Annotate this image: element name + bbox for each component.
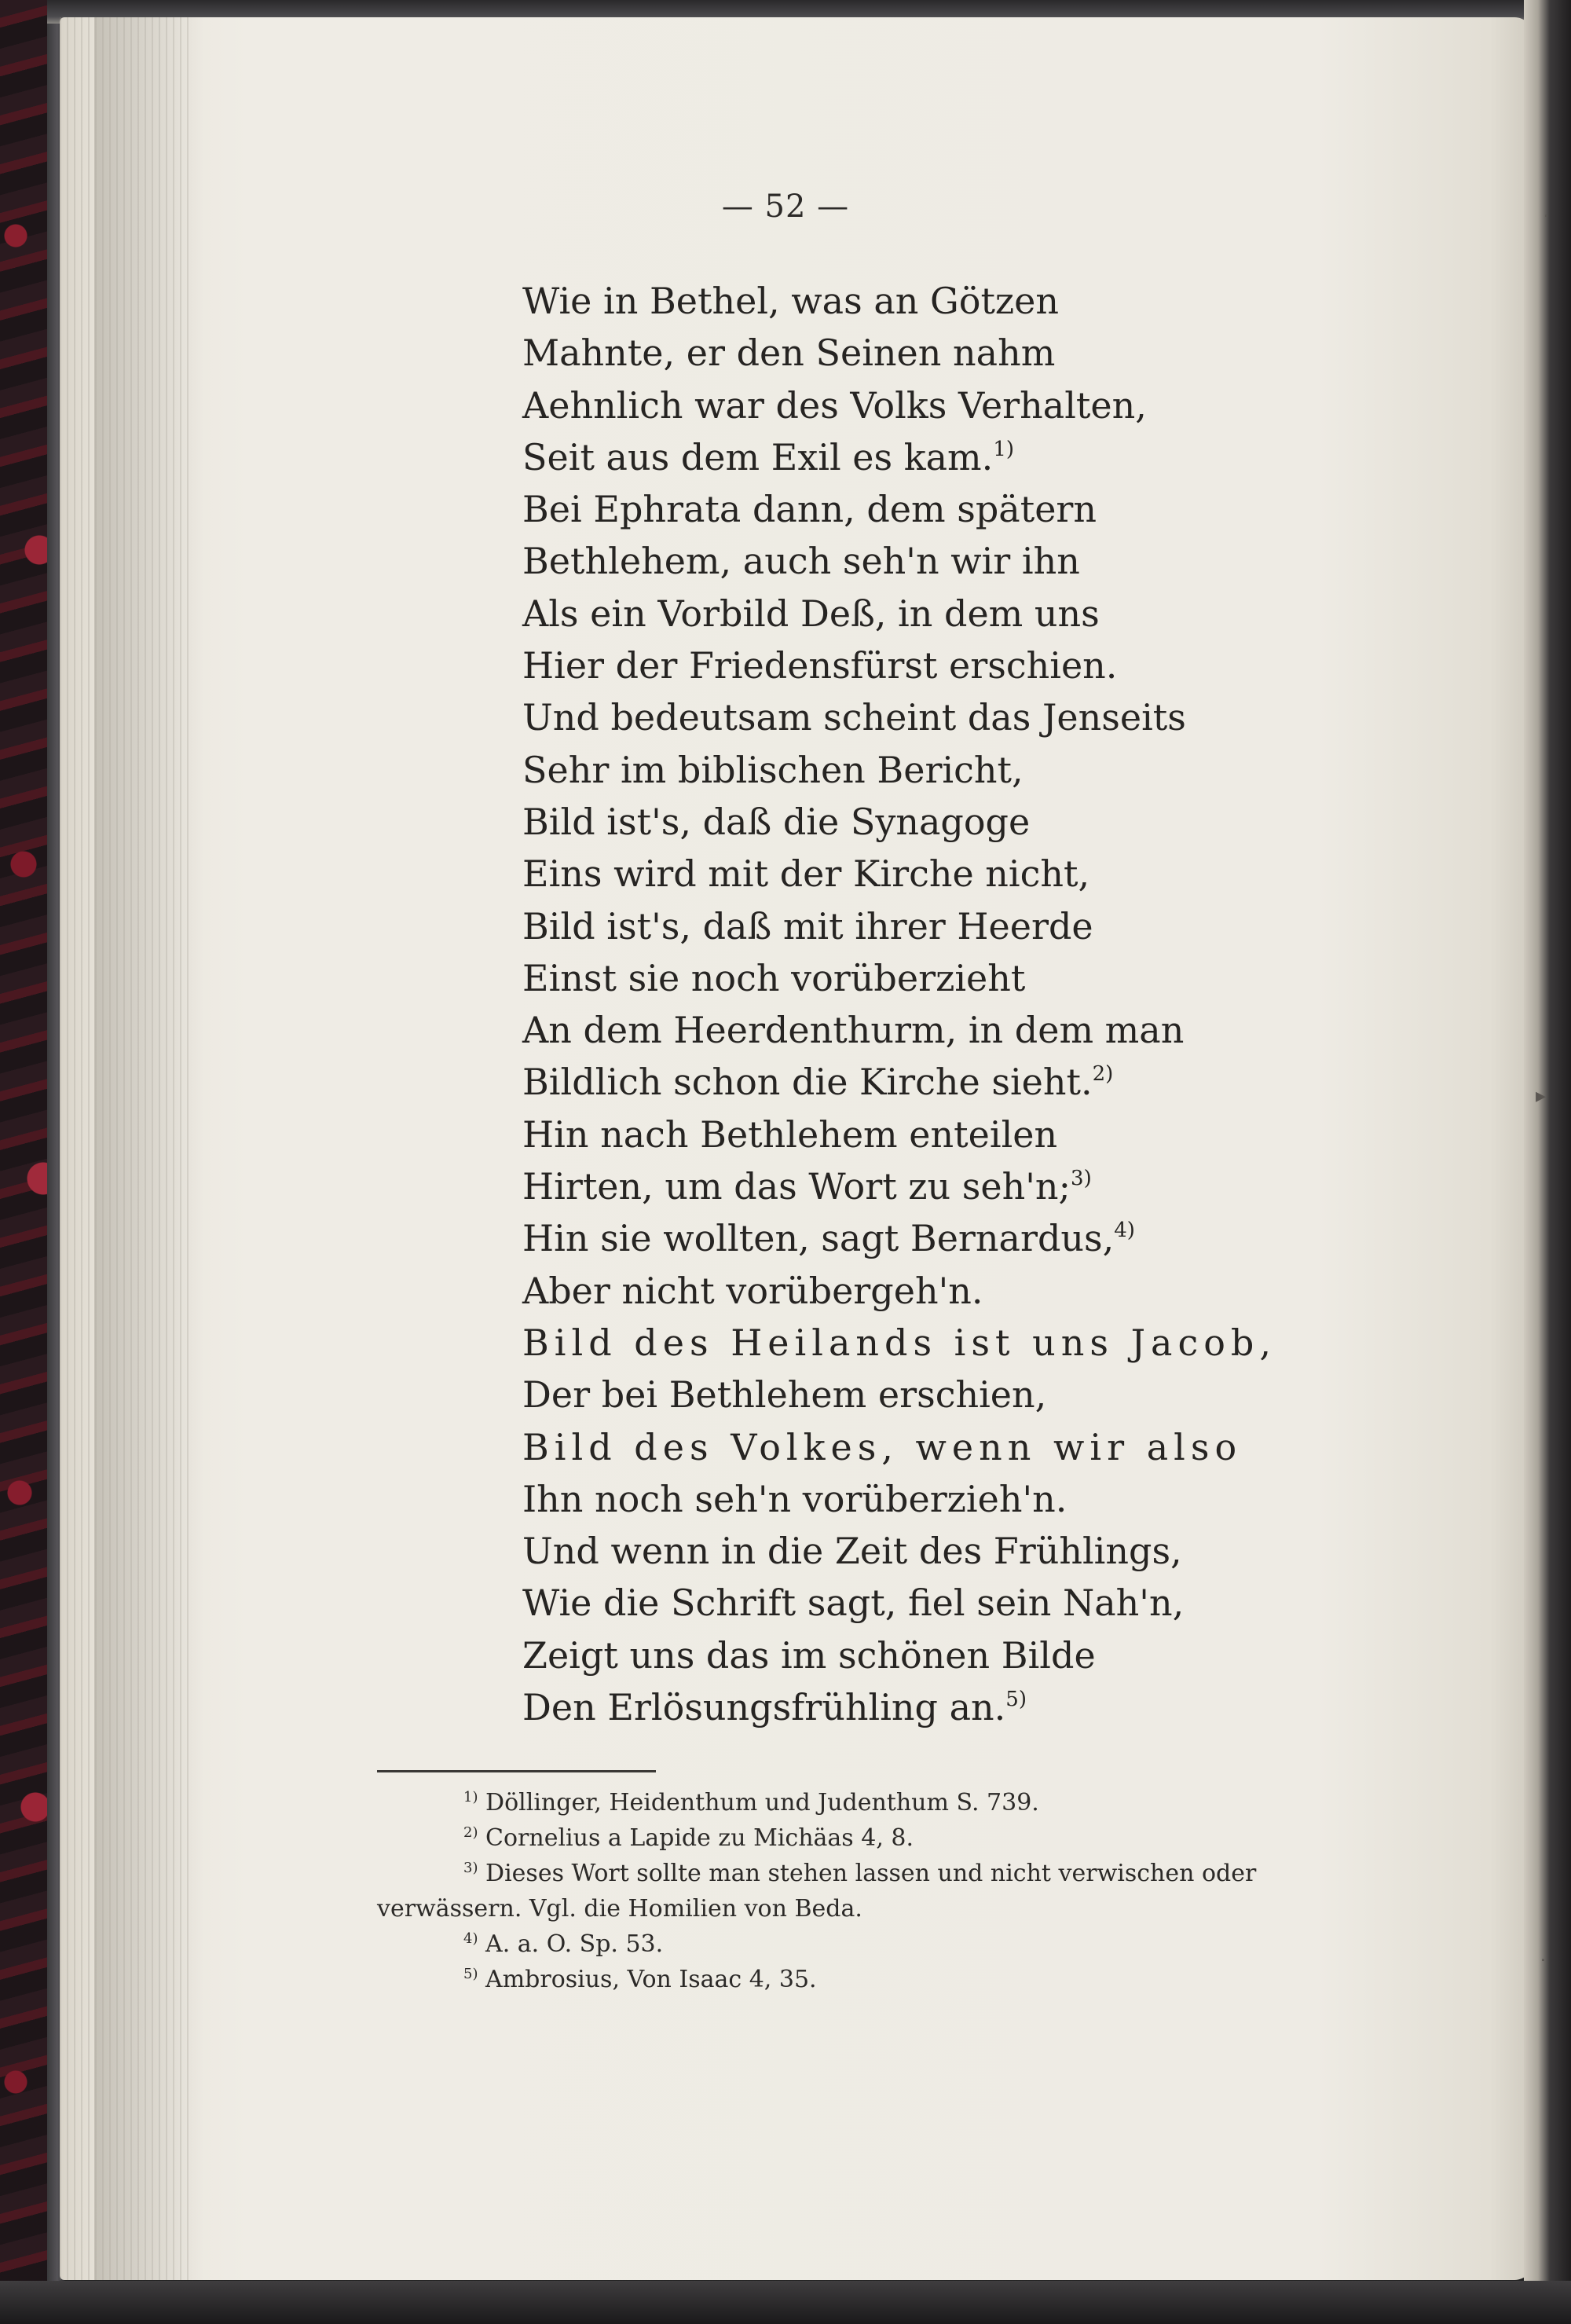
footnote-mark: 5) xyxy=(463,1966,478,1982)
verse-line: Hin nach Bethlehem enteilen xyxy=(522,1113,1058,1156)
verse-line xyxy=(522,431,1308,483)
verse-line: Wie in Bethel, was an Götzen xyxy=(522,280,1060,322)
verse-line: Bei Ephrata dann, dem spätern xyxy=(522,488,1097,531)
verse-line xyxy=(522,1212,1308,1264)
poem-text xyxy=(522,275,1308,1733)
footnote-rule xyxy=(377,1770,656,1772)
verse-line-text: Hin sie wollten, sagt Bernardus, xyxy=(522,1217,1115,1260)
verse-line xyxy=(522,1160,1308,1212)
footnote-text: Cornelius a Lapide zu Michäas 4, 8. xyxy=(485,1824,914,1852)
footnote-4 xyxy=(377,1926,1414,1962)
verse-line: Ihn noch seh'n vorüberzieh'n. xyxy=(522,1477,1067,1520)
footnote-reference: 2) xyxy=(1092,1062,1114,1087)
verse-line: Sehr im biblischen Bericht, xyxy=(522,748,1024,791)
verse-line: Wie die Schrift sagt, fiel sein Nah'n, xyxy=(522,1582,1185,1625)
footnote-2 xyxy=(377,1820,1414,1856)
footnote-mark: 4) xyxy=(463,1930,478,1947)
verse-line: Bild des Volkes, wenn wir also xyxy=(522,1425,1243,1468)
verse-line: Bethlehem, auch seh'n wir ihn xyxy=(522,540,1080,583)
verse-line-text: Hirten, um das Wort zu seh'n; xyxy=(522,1165,1071,1208)
verse-line: Als ein Vorbild Deß, in dem uns xyxy=(522,592,1100,635)
verse-line: Der bei Bethlehem erschien, xyxy=(522,1373,1047,1417)
verse-line: Einst sie noch vorüberzieht xyxy=(522,956,1026,999)
verse-line: Zeigt uns das im schönen Bilde xyxy=(522,1633,1096,1677)
verse-line xyxy=(522,1056,1308,1108)
footnote-text: Ambrosius, Von Isaac 4, 35. xyxy=(485,1966,817,1993)
footnote-text: Dieses Wort sollte man stehen lassen und nicht verwischen oder xyxy=(485,1860,1257,1887)
footnote-5 xyxy=(377,1962,1414,1997)
verse-line: Bild des Heilands ist uns Jacob, xyxy=(522,1321,1276,1364)
footnote-3-continuation: verwässern. Vgl. die Homilien von Beda. xyxy=(377,1895,862,1923)
margin-mark: ▸ xyxy=(1536,1084,1547,1108)
footnote-3 xyxy=(377,1856,1414,1891)
footnote-text: A. a. O. Sp. 53. xyxy=(485,1930,664,1958)
verse-line: Hier der Friedensfürst erschien. xyxy=(522,644,1118,687)
footnote-text: Döllinger, Heidenthum und Judenthum S. 739. xyxy=(485,1789,1039,1816)
footnotes xyxy=(377,1785,1414,1997)
footnote-mark: 1) xyxy=(463,1789,478,1805)
margin-mark: ˙ xyxy=(1538,1956,1548,1980)
footnote-reference: 5) xyxy=(1005,1688,1027,1712)
verse-line-text: Bildlich schon die Kirche sieht. xyxy=(522,1061,1093,1104)
bottom-board-edge xyxy=(0,2281,1571,2324)
verse-line-text: Seit aus dem Exil es kam. xyxy=(522,435,994,478)
verse-line: Aber nicht vorübergeh'n. xyxy=(522,1269,983,1312)
verse-line: Bild ist's, daß die Synagoge xyxy=(522,800,1031,843)
verse-line: Und bedeutsam scheint das Jenseits xyxy=(522,696,1186,739)
verse-line: Eins wird mit der Kirche nicht, xyxy=(522,852,1090,896)
footnote-reference: 3) xyxy=(1071,1167,1092,1191)
verse-line: Und wenn in die Zeit des Frühlings, xyxy=(522,1530,1182,1573)
verse-line xyxy=(522,1681,1308,1733)
verse-line: Bild ist's, daß mit ihrer Heerde xyxy=(522,904,1093,948)
verse-line: Aehnlich war des Volks Verhalten, xyxy=(522,383,1147,427)
verse-line: Mahnte, er den Seinen nahm xyxy=(522,332,1056,375)
footnote-mark: 3) xyxy=(463,1860,478,1876)
footnote-1 xyxy=(377,1785,1414,1820)
margin-mark: ˙ xyxy=(1541,212,1551,236)
footnote-mark: 2) xyxy=(463,1824,478,1841)
verse-line-text: Den Erlösungsfrühling an. xyxy=(522,1686,1006,1729)
footnote-reference: 1) xyxy=(993,437,1014,461)
gutter-shadow xyxy=(94,17,204,2280)
footnote-reference: 4) xyxy=(1114,1219,1135,1243)
page-number: — 52 — xyxy=(721,189,850,225)
verse-line: An dem Heerdenthurm, in dem man xyxy=(522,1009,1185,1052)
